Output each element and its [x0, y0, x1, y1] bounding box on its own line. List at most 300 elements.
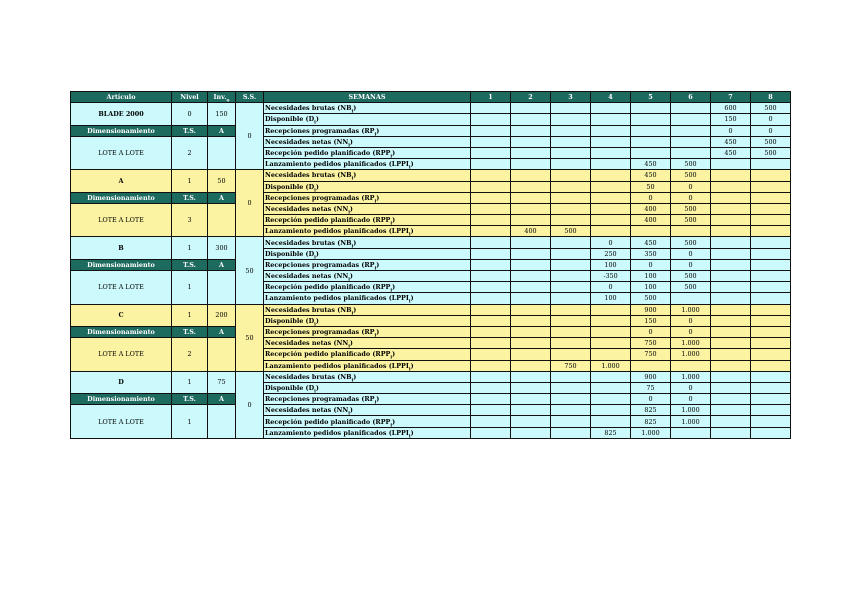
row-label-sub: i — [348, 344, 350, 349]
week-cell — [591, 304, 631, 315]
row-label-close: ) — [349, 339, 353, 348]
week-cell — [711, 170, 751, 181]
week-cell — [631, 360, 671, 371]
row-label-sub: i — [390, 288, 393, 293]
row-label — [264, 181, 471, 192]
week-cell — [711, 259, 751, 270]
week-cell: 500 — [671, 237, 711, 248]
week-cell — [751, 416, 791, 427]
week-cell — [471, 114, 511, 125]
week-cell — [751, 394, 791, 405]
row-label-text: Necesidades brutas (NB — [265, 171, 352, 180]
week-cell — [711, 338, 751, 349]
mrp-row — [71, 136, 791, 147]
row-label-sub: i — [390, 221, 393, 226]
header-week: 4 — [591, 92, 631, 103]
item-level: 1 — [172, 371, 208, 393]
header-articulo: Artículo — [71, 92, 172, 103]
week-cell: 1.000 — [671, 338, 711, 349]
row-label — [264, 282, 471, 293]
week-cell: 350 — [631, 248, 671, 259]
week-cell — [471, 427, 511, 438]
mrp-row — [71, 405, 791, 416]
week-cell — [631, 147, 671, 158]
week-cell: 0 — [591, 237, 631, 248]
item-a — [208, 271, 236, 305]
row-label-sub: i — [408, 165, 411, 170]
row-label-text: Necesidades brutas (NB — [265, 305, 352, 314]
row-label — [264, 405, 471, 416]
week-cell: 750 — [631, 338, 671, 349]
week-cell: 0 — [671, 248, 711, 259]
week-cell — [511, 360, 551, 371]
week-cell — [631, 136, 671, 147]
week-cell — [591, 147, 631, 158]
week-cell: 450 — [711, 136, 751, 147]
week-cell — [591, 136, 631, 147]
row-label-sub: i — [348, 210, 350, 215]
week-cell — [751, 226, 791, 237]
week-cell — [751, 203, 791, 214]
week-cell — [551, 237, 591, 248]
week-cell: 1.000 — [671, 349, 711, 360]
a-label: A — [208, 394, 236, 405]
row-label — [264, 114, 471, 125]
row-label-sub: i — [348, 411, 350, 416]
week-cell — [751, 427, 791, 438]
row-label-sub: i — [348, 277, 350, 282]
mrp-row — [71, 394, 791, 405]
week-cell — [511, 215, 551, 226]
week-cell — [511, 304, 551, 315]
week-cell — [551, 203, 591, 214]
week-cell — [751, 338, 791, 349]
week-cell — [751, 371, 791, 382]
week-cell: 75 — [631, 382, 671, 393]
week-cell — [551, 326, 591, 337]
week-cell — [471, 394, 511, 405]
week-cell: 500 — [751, 136, 791, 147]
week-cell — [671, 427, 711, 438]
row-label-close: ) — [392, 283, 396, 292]
week-cell: 900 — [631, 304, 671, 315]
week-cell — [511, 427, 551, 438]
week-cell — [711, 192, 751, 203]
week-cell — [471, 405, 511, 416]
row-label — [264, 237, 471, 248]
row-label-close: ) — [353, 372, 357, 381]
week-cell — [591, 315, 631, 326]
week-cell — [511, 416, 551, 427]
week-cell — [591, 338, 631, 349]
mrp-row — [71, 304, 791, 315]
week-cell — [711, 394, 751, 405]
week-cell: 100 — [591, 259, 631, 270]
ts-label: T.S. — [172, 125, 208, 136]
lot-policy: LOTE A LOTE — [71, 338, 172, 372]
row-label-close: ) — [392, 149, 396, 158]
week-cell — [471, 215, 511, 226]
week-cell — [751, 259, 791, 270]
week-cell — [471, 282, 511, 293]
row-label-close: ) — [353, 238, 357, 247]
week-cell: 0 — [751, 125, 791, 136]
row-label — [264, 192, 471, 203]
row-label-text: Necesidades netas (NN — [265, 406, 349, 415]
week-cell — [551, 125, 591, 136]
week-cell — [711, 293, 751, 304]
week-cell — [511, 371, 551, 382]
week-cell: 450 — [711, 147, 751, 158]
week-cell — [631, 114, 671, 125]
item-a — [208, 405, 236, 439]
row-label-text: Recepciones programadas (RP — [265, 260, 375, 269]
week-cell — [671, 147, 711, 158]
week-cell: 0 — [671, 192, 711, 203]
row-label-sub: i — [374, 131, 377, 137]
week-cell — [591, 114, 631, 125]
row-label — [264, 382, 471, 393]
week-cell — [511, 181, 551, 192]
row-label — [264, 371, 471, 382]
week-cell — [591, 215, 631, 226]
row-label — [264, 103, 471, 114]
mrp-row — [71, 237, 791, 248]
week-cell: 150 — [631, 315, 671, 326]
week-cell — [711, 226, 751, 237]
row-label — [264, 136, 471, 147]
row-label-text: Disponible (D — [265, 115, 315, 124]
week-cell: 1.000 — [671, 371, 711, 382]
week-cell — [551, 136, 591, 147]
mrp-row — [71, 192, 791, 203]
row-label — [264, 147, 471, 158]
mrp-row — [71, 259, 791, 270]
row-label-close: ) — [353, 104, 357, 113]
week-cell: 500 — [751, 147, 791, 158]
week-cell — [471, 382, 511, 393]
item-level: 1 — [172, 170, 208, 192]
week-cell — [471, 192, 511, 203]
row-label-sub: i — [374, 266, 377, 271]
week-cell: 1.000 — [591, 360, 631, 371]
week-cell — [551, 259, 591, 270]
row-label-close: ) — [315, 249, 319, 258]
week-cell — [671, 103, 711, 114]
row-label-text: Disponible (D — [265, 249, 315, 258]
week-cell — [511, 103, 551, 114]
header-week: 3 — [551, 92, 591, 103]
week-cell — [511, 159, 551, 170]
week-cell: 0 — [671, 315, 711, 326]
week-cell: 1.000 — [671, 304, 711, 315]
row-label — [264, 248, 471, 259]
header-ss: S.S. — [236, 92, 264, 103]
week-cell: 600 — [711, 103, 751, 114]
row-label — [264, 226, 471, 237]
item-ts: 1 — [172, 405, 208, 439]
item-name: A — [71, 170, 172, 192]
week-cell — [591, 405, 631, 416]
week-cell — [471, 147, 511, 158]
item-a — [208, 136, 236, 170]
row-label-text: Lanzamiento pedidos planificados (LPPI — [265, 294, 409, 303]
row-label — [264, 427, 471, 438]
row-label-close: ) — [392, 216, 396, 225]
week-cell — [511, 282, 551, 293]
week-cell — [711, 237, 751, 248]
row-label-sub: i — [408, 299, 411, 305]
week-cell — [511, 114, 551, 125]
week-cell — [551, 315, 591, 326]
item-level: 1 — [172, 304, 208, 326]
week-cell — [711, 181, 751, 192]
week-cell — [591, 226, 631, 237]
week-cell — [471, 371, 511, 382]
row-label — [264, 215, 471, 226]
week-cell — [751, 170, 791, 181]
week-cell: 750 — [551, 360, 591, 371]
week-cell: 500 — [671, 215, 711, 226]
row-label — [264, 304, 471, 315]
row-label — [264, 203, 471, 214]
week-cell: 500 — [751, 103, 791, 114]
row-label-close: ) — [315, 115, 319, 124]
week-cell — [551, 427, 591, 438]
week-cell — [471, 125, 511, 136]
item-inventory: 50 — [208, 170, 236, 192]
week-cell — [551, 338, 591, 349]
week-cell: 1.000 — [631, 427, 671, 438]
row-label — [264, 416, 471, 427]
week-cell — [711, 304, 751, 315]
a-label: A — [208, 125, 236, 136]
mrp-row — [71, 103, 791, 114]
week-cell — [511, 237, 551, 248]
row-label-close: ) — [392, 417, 396, 426]
row-label-close: ) — [349, 137, 353, 146]
row-label-sub: i — [351, 109, 354, 114]
week-cell — [551, 103, 591, 114]
item-ts: 1 — [172, 271, 208, 305]
week-cell: 0 — [631, 192, 671, 203]
week-cell — [471, 159, 511, 170]
a-label: A — [208, 192, 236, 203]
week-cell — [671, 293, 711, 304]
row-label-close: ) — [315, 316, 319, 325]
row-label-sub: i — [314, 322, 316, 327]
row-label-close: ) — [376, 260, 380, 269]
row-label-text: Necesidades netas (NN — [265, 339, 349, 348]
week-cell — [471, 226, 511, 237]
item-safety-stock: 0 — [236, 371, 264, 438]
mrp-row — [71, 125, 791, 136]
week-cell: 0 — [591, 282, 631, 293]
row-label-text: Necesidades netas (NN — [265, 204, 349, 213]
row-label-text: Disponible (D — [265, 182, 315, 191]
week-cell — [711, 416, 751, 427]
row-label-close: ) — [315, 383, 319, 392]
row-label-close: ) — [349, 204, 353, 213]
week-cell — [591, 181, 631, 192]
week-cell — [751, 271, 791, 282]
row-label-close: ) — [376, 395, 380, 404]
row-label-text: Necesidades brutas (NB — [265, 238, 352, 247]
week-cell — [711, 427, 751, 438]
row-label — [264, 360, 471, 371]
header-inv: $Inv._o$ — [208, 92, 236, 103]
item-safety-stock: 0 — [236, 170, 264, 237]
week-cell — [591, 349, 631, 360]
a-label: A — [208, 326, 236, 337]
row-label-sub: i — [314, 255, 316, 260]
week-cell — [551, 304, 591, 315]
week-cell — [751, 282, 791, 293]
week-cell — [631, 125, 671, 136]
week-cell: 100 — [631, 271, 671, 282]
row-label — [264, 326, 471, 337]
week-cell — [751, 315, 791, 326]
week-cell: 500 — [671, 159, 711, 170]
week-cell — [591, 382, 631, 393]
week-cell — [711, 360, 751, 371]
week-cell — [711, 315, 751, 326]
lot-policy: LOTE A LOTE — [71, 136, 172, 170]
lot-policy: LOTE A LOTE — [71, 271, 172, 305]
week-cell: 400 — [511, 226, 551, 237]
header-nivel: Nivel — [172, 92, 208, 103]
ts-label: T.S. — [172, 326, 208, 337]
week-cell — [471, 304, 511, 315]
week-cell: 0 — [671, 259, 711, 270]
week-cell — [591, 371, 631, 382]
item-level: 1 — [172, 237, 208, 259]
row-label-text: Necesidades netas (NN — [265, 272, 349, 281]
row-label-text: Lanzamiento pedidos planificados (LPPI — [265, 428, 409, 437]
mrp-row — [71, 203, 791, 214]
week-cell — [551, 394, 591, 405]
week-cell — [551, 371, 591, 382]
week-cell — [751, 405, 791, 416]
week-cell: 0 — [671, 394, 711, 405]
row-label-sub: i — [351, 176, 354, 181]
row-label — [264, 125, 471, 136]
row-label-close: ) — [353, 305, 357, 314]
row-label-sub: i — [314, 389, 316, 394]
week-cell — [551, 215, 591, 226]
dimensionamiento-label: Dimensionamiento — [71, 326, 172, 337]
row-label-sub: i — [348, 143, 350, 148]
week-cell — [551, 114, 591, 125]
week-cell — [511, 338, 551, 349]
item-ts: 3 — [172, 203, 208, 237]
week-cell — [551, 405, 591, 416]
week-cell — [711, 215, 751, 226]
week-cell: 1.000 — [671, 416, 711, 427]
header-week: 7 — [711, 92, 751, 103]
header-semanas: SEMANAS — [264, 92, 471, 103]
row-label — [264, 349, 471, 360]
week-cell — [471, 237, 511, 248]
week-cell — [591, 416, 631, 427]
week-cell: 500 — [551, 226, 591, 237]
row-label-sub: i — [408, 366, 411, 372]
week-cell — [671, 125, 711, 136]
week-cell: 500 — [671, 170, 711, 181]
week-cell: 100 — [591, 293, 631, 304]
week-cell — [551, 159, 591, 170]
row-label-text: Disponible (D — [265, 316, 315, 325]
week-cell: 500 — [631, 293, 671, 304]
row-label-sub: i — [351, 378, 354, 383]
week-cell: 450 — [631, 170, 671, 181]
week-cell: 0 — [711, 125, 751, 136]
row-label — [264, 271, 471, 282]
header-week: 2 — [511, 92, 551, 103]
row-label-sub: i — [374, 333, 377, 338]
week-cell — [471, 103, 511, 114]
week-cell: 450 — [631, 237, 671, 248]
mrp-table — [70, 91, 791, 439]
week-cell: 0 — [631, 326, 671, 337]
week-cell — [591, 192, 631, 203]
week-cell — [511, 192, 551, 203]
week-cell — [471, 416, 511, 427]
week-cell — [751, 349, 791, 360]
item-safety-stock: 50 — [236, 237, 264, 304]
week-cell — [471, 170, 511, 181]
item-a — [208, 203, 236, 237]
row-label-sub: i — [390, 355, 393, 360]
week-cell — [551, 382, 591, 393]
row-label-text: Recepciones programadas (RP — [265, 395, 375, 404]
week-cell — [631, 226, 671, 237]
row-label-text: Lanzamiento pedidos planificados (LPPI — [265, 361, 409, 370]
week-cell: 825 — [591, 427, 631, 438]
item-name: D — [71, 371, 172, 393]
row-label-text: Necesidades brutas (NB — [265, 104, 352, 113]
week-cell — [511, 382, 551, 393]
ts-label: T.S. — [172, 192, 208, 203]
week-cell — [511, 271, 551, 282]
week-cell — [591, 103, 631, 114]
week-cell — [551, 293, 591, 304]
week-cell — [551, 416, 591, 427]
header-week: 1 — [471, 92, 511, 103]
row-label-text: Recepción pedido planificado (RPP — [265, 283, 391, 292]
week-cell — [671, 114, 711, 125]
week-cell: 900 — [631, 371, 671, 382]
mrp-row — [71, 170, 791, 181]
week-cell — [591, 170, 631, 181]
header-row — [71, 92, 791, 103]
row-label — [264, 170, 471, 181]
ts-label: T.S. — [172, 394, 208, 405]
row-label-sub: i — [408, 232, 411, 237]
week-cell — [471, 136, 511, 147]
week-cell: 500 — [671, 282, 711, 293]
week-cell: 0 — [671, 181, 711, 192]
week-cell: 150 — [711, 114, 751, 125]
week-cell — [591, 125, 631, 136]
week-cell: 450 — [631, 159, 671, 170]
item-name: B — [71, 237, 172, 259]
row-label — [264, 293, 471, 304]
week-cell — [711, 271, 751, 282]
item-a — [208, 338, 236, 372]
week-cell — [711, 248, 751, 259]
week-cell — [751, 215, 791, 226]
